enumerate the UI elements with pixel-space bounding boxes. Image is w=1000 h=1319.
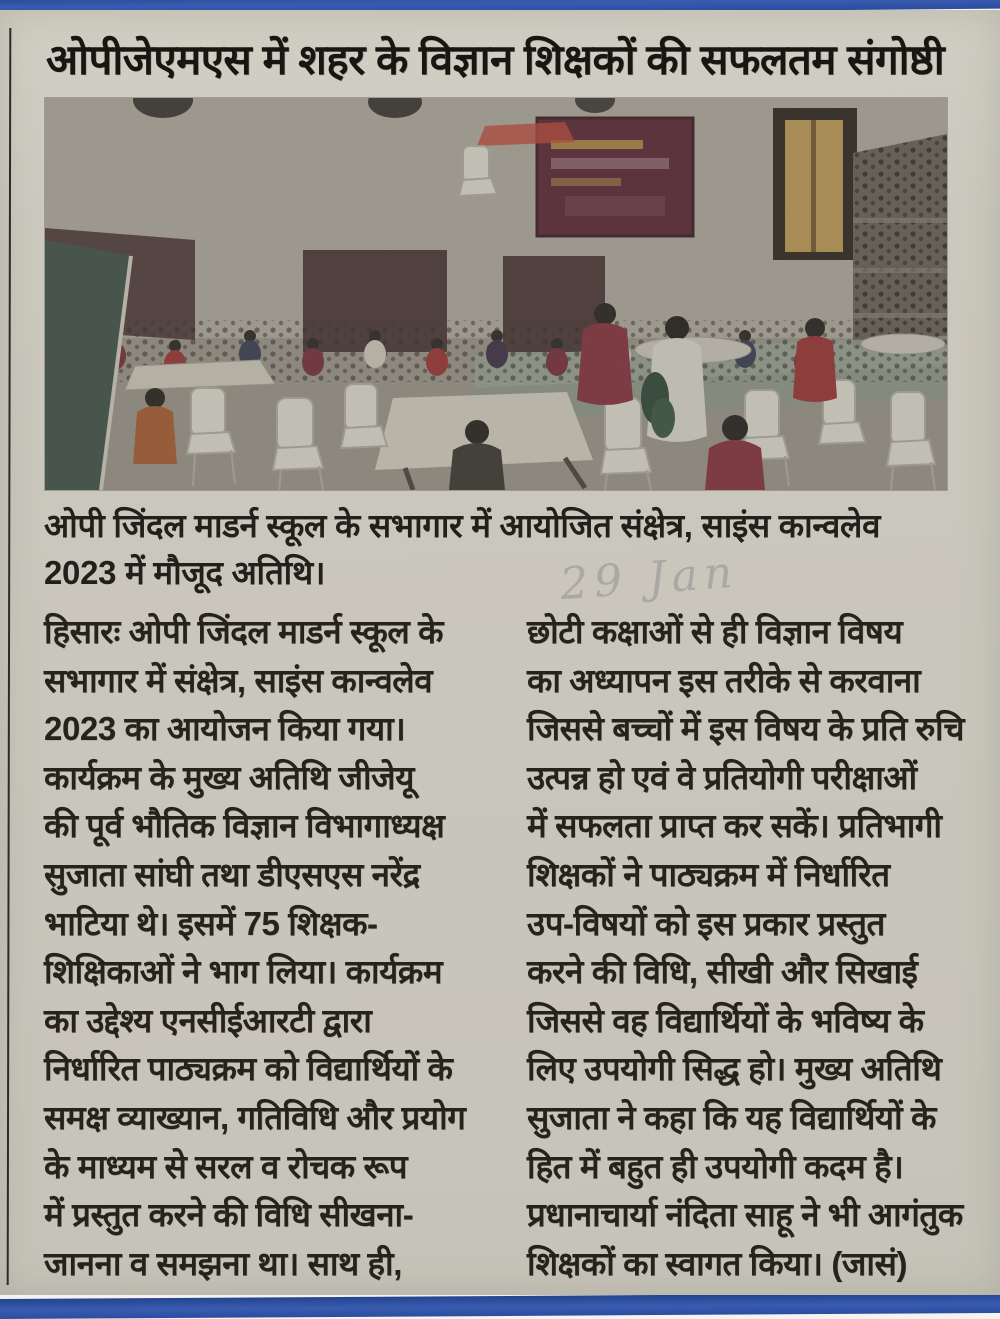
- text-line: हित में बहुत ही उपयोगी कदम है।: [527, 1147, 904, 1185]
- article-headline: ओपीजेएमएस में शहर के विज्ञान शिक्षकों की सफलतम संगोष्ठी: [46, 36, 945, 83]
- event-photo: [45, 98, 947, 490]
- text-line: उप-विषयों को इस प्रकार प्रस्तुत: [527, 904, 885, 942]
- text-line: भाटिया थे। इसमें 75 शिक्षक-: [44, 904, 378, 942]
- text-line: जिससे वह विद्यार्थियों के भविष्य के: [527, 1001, 924, 1039]
- handwritten-note: 29 Jan: [558, 546, 740, 611]
- article-column-right: [527, 608, 992, 1288]
- photo-caption: [44, 502, 959, 596]
- text-line: हिसारः ओपी जिंदल माडर्न स्कूल के: [44, 613, 444, 650]
- text-line: प्रधानाचार्या नंदिता साहू ने भी आगंतुक: [527, 1196, 963, 1234]
- text-line: में सफलता प्राप्त कर सकें। प्रतिभागी: [527, 807, 942, 845]
- scan-edge-bottom: [0, 1293, 1000, 1319]
- text-line: समक्ष व्याख्यान, गतिविधि और प्रयोग: [44, 1098, 466, 1136]
- seminar-hall-illustration: [45, 98, 947, 490]
- caption-line: ओपी जिंदल माडर्न स्कूल के सभागार में आयोजित संक्षेत्र, साइंस कान्वलेव: [44, 507, 881, 544]
- text-line: का उद्देश्य एनसीईआरटी द्वारा: [44, 1001, 372, 1039]
- text-line: छोटी कक्षाओं से ही विज्ञान विषय: [527, 613, 903, 650]
- text-line: जानना व समझना था। साथ ही,: [44, 1244, 402, 1282]
- newsprint-grain: [45, 98, 947, 490]
- text-line: सभागार में संक्षेत्र, साइंस कान्वलेव: [44, 661, 433, 699]
- column-rule-left: [7, 28, 12, 1285]
- text-line: शिक्षकों ने पाठ्यक्रम में निर्धारित: [527, 855, 890, 893]
- newspaper-clipping: [0, 10, 1000, 1295]
- text-line: जिससे बच्चों में इस विषय के प्रति रुचि: [527, 710, 965, 748]
- text-line: सुजाता सांघी तथा डीएसएस नरेंद्र: [44, 855, 420, 893]
- text-line: सुजाता ने कहा कि यह विद्यार्थियों के: [527, 1098, 936, 1136]
- text-line: लिए उपयोगी सिद्ध हो। मुख्य अतिथि: [527, 1050, 942, 1088]
- text-line: शिक्षकों का स्वागत किया। (जासं): [527, 1244, 908, 1282]
- text-line: शिक्षिकाओं ने भाग लिया। कार्यक्रम: [44, 953, 443, 991]
- text-line: के माध्यम से सरल व रोचक रूप: [44, 1147, 408, 1185]
- text-line: निर्धारित पाठ्यक्रम को विद्यार्थियों के: [44, 1050, 453, 1088]
- article-column-left: [44, 608, 507, 1288]
- text-line: की पूर्व भौतिक विज्ञान विभागाध्यक्ष: [44, 807, 445, 845]
- text-line: उत्पन्न हो एवं वे प्रतियोगी परीक्षाओं: [527, 758, 917, 796]
- text-line: का अध्यापन इस तरीके से करवाना: [527, 661, 921, 699]
- caption-line: 2023 में मौजूद अतिथि।: [44, 554, 326, 591]
- text-line: करने की विधि, सीखी और सिखाई: [527, 953, 918, 991]
- text-line: में प्रस्तुत करने की विधि सीखना-: [44, 1196, 414, 1234]
- text-line: 2023 का आयोजन किया गया।: [44, 710, 406, 748]
- article-body: [44, 608, 992, 1288]
- text-line: कार्यक्रम के मुख्य अतिथि जीजेयू: [44, 758, 414, 796]
